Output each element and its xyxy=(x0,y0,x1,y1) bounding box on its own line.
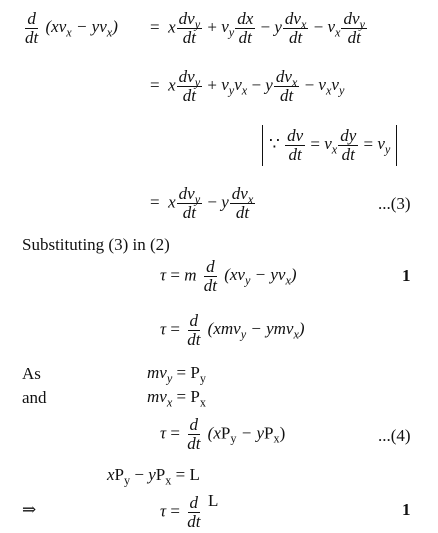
equation-line-3: = x $dv_y$ dt − y $dv_x$ dt xyxy=(150,184,254,222)
and-label: and xyxy=(22,388,47,407)
substituting-text: Substituting (3) in (2) xyxy=(22,235,170,254)
equation-ref-3: ...(3) xyxy=(378,194,411,213)
equation-line-2: = x $dv_y$ dt + $v_yv_x - y$ $dv_x$ dt − $v_xv_y$ xyxy=(150,67,345,105)
torque-final-L: L xyxy=(208,491,219,510)
angular-momentum-eq: $xP_y - yP_x = L$ xyxy=(107,465,200,488)
equation-ref-4: ...(4) xyxy=(378,426,411,445)
equation-line-1: $\frac{d}{dt}$ $(xv_x - yv_x)$ xyxy=(25,9,118,47)
equation-line-1-rhs: = x $dv_y$ dt + $v_y$ $\frac{dx}{dt}$ − y $dv_x$ dt − $v_x$ $dv_y$ dt xyxy=(150,9,365,47)
mvy-eq: $mv_y = P_y$ xyxy=(147,363,206,386)
mark-2: 1 xyxy=(402,500,411,519)
mvx-eq: $mv_x = P_x$ xyxy=(147,387,206,410)
because-bracket: ∵ $\frac{dv}{dt}$ = $v_x$ $\frac{dy}{dt}$ = $v_y$ xyxy=(262,125,397,166)
torque-eq-3: τ = $\frac{d}{dt}$ $(xP_y - yP_x)$ xyxy=(160,415,286,453)
implies-symbol: ⇒ xyxy=(22,500,37,519)
as-label: As xyxy=(22,364,41,383)
torque-eq-2: τ = $\frac{d}{dt}$ (xmv$_y$ − ymv$_x$) xyxy=(160,311,305,349)
mark-1: 1 xyxy=(402,266,411,285)
torque-eq-1: τ = m $\frac{d}{dt}$ $(xv_y - yv_x)$ xyxy=(160,257,297,295)
torque-final-eq: τ = $\frac{d}{dt}$ xyxy=(160,493,201,531)
